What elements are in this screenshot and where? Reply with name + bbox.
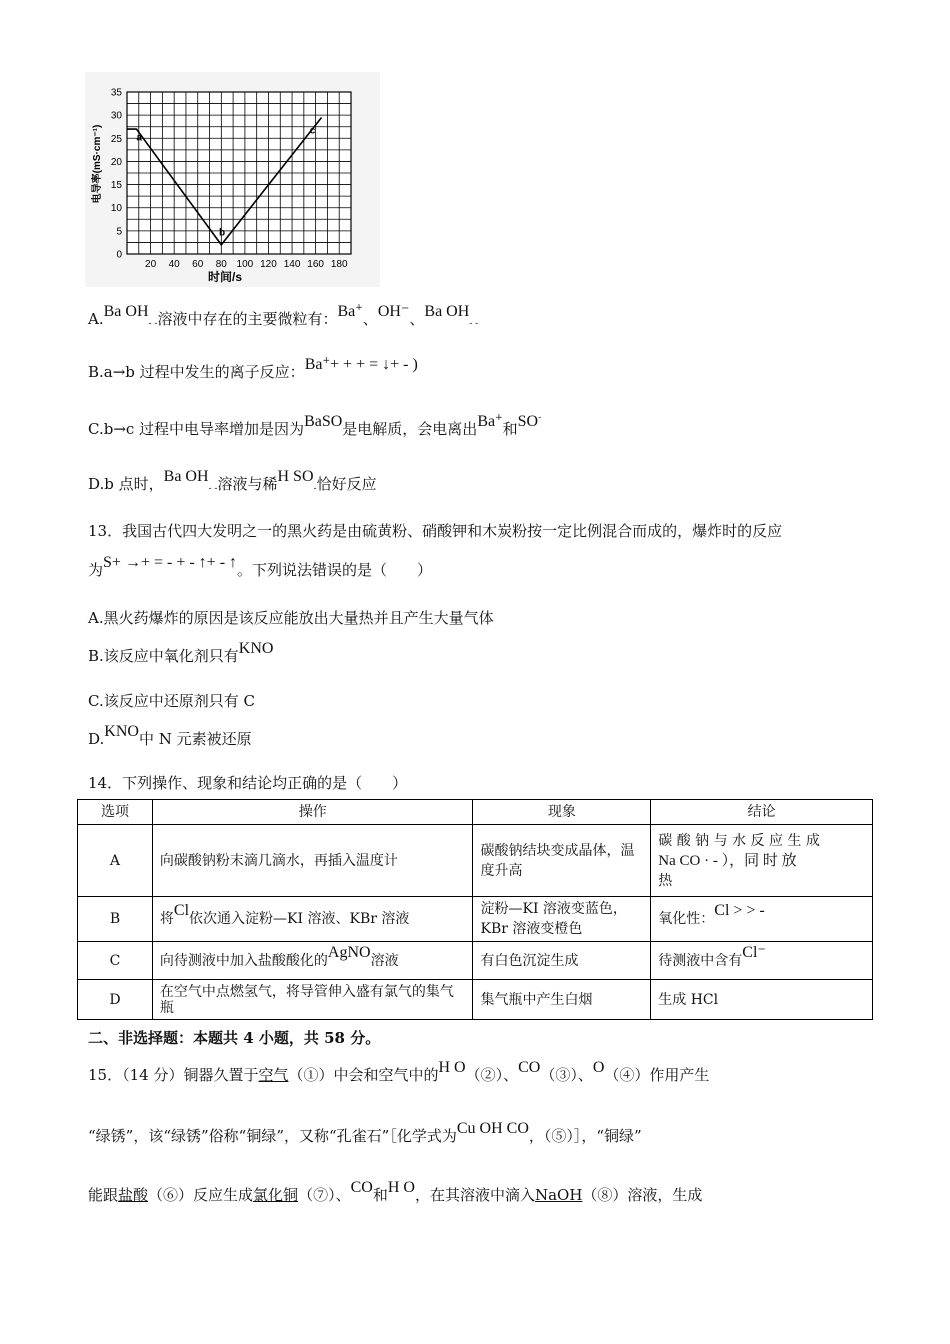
q12-option-d: D.b 点时，Ba OH- -溶液与稀H SO-恰好反应 — [88, 468, 377, 494]
y-tick-label: 15 — [110, 180, 122, 192]
x-tick-label: 140 — [283, 259, 301, 270]
x-tick-label: 100 — [236, 259, 254, 270]
point-label-c: c — [309, 125, 316, 137]
q13-equation-line: 为S+ →+ = - + - ↑+ - ↑。下列说法错误的是（ ） — [88, 554, 433, 579]
section-heading: 二、非选择题：本题共 4 小题，共 58 分。 — [88, 1029, 381, 1047]
table-row: D 在空气中点燃氢气，将导管伸入盛有氯气的集气瓶 集气瓶中产生白烟 生成 HCl — [78, 980, 873, 1020]
x-tick-label: 60 — [192, 259, 204, 270]
y-tick-label: 20 — [110, 156, 122, 168]
y-tick-label: 5 — [116, 226, 122, 238]
x-tick-label: 120 — [260, 259, 277, 270]
table-header-row: 选项 操作 现象 结论 — [78, 800, 873, 825]
q12-option-b: B.a→b 过程中发生的离子反应：Ba++ + + = ↓+ - ) — [88, 356, 418, 381]
q13-option-b: B.该反应中氧化剂只有KNO — [88, 640, 274, 665]
y-tick-label: 30 — [110, 110, 122, 122]
chart-xlabel: 时间/s — [207, 270, 243, 284]
q13-option-a: A.黑火药爆炸的原因是该反应能放出大量热并且产生大量气体 — [88, 609, 494, 627]
x-tick-label: 20 — [145, 259, 157, 270]
q13-option-d: D.KNO中 N 元素被还原 — [88, 723, 252, 748]
table-row: A 向碳酸钠粉末滴几滴水，再插入温度计 碳酸钠结块变成晶体，温度升高 碳 酸 钠 与 水 反 应 生 成 Na CO · - ），同 时 放 热 — [78, 825, 873, 897]
q15-line-3: 能跟盐酸（⑥）反应生成氯化铜（⑦）、CO和H O，在其溶液中滴入NaOH（⑧）溶液，生成 — [88, 1179, 703, 1204]
q14-stem: 14．下列操作、现象和结论均正确的是（ ） — [88, 774, 408, 792]
table-row: B 将Cl依次通入淀粉—KI 溶液、KBr 溶液 淀粉—KI 溶液变蓝色，KBr 溶液变橙色 氧化性：Cl > > - — [78, 897, 873, 942]
q13-option-c: C.该反应中还原剂只有 C — [88, 692, 255, 710]
x-tick-label: 160 — [307, 259, 324, 270]
conductivity-chart — [85, 72, 380, 287]
point-label-b: b — [218, 227, 226, 239]
x-tick-label: 180 — [330, 259, 348, 270]
q15-line-2: “绿锈”，该“绿锈”俗称“铜绿”，又称“孔雀石”［化学式为Cu OH CO，（⑤）］，“铜绿” — [88, 1120, 642, 1145]
q13-stem: 13．我国古代四大发明之一的黑火药是由硫黄粉、硝酸钾和木炭粉按一定比例混合而成的，爆炸时的反应 — [88, 522, 783, 540]
y-tick-label: 10 — [110, 203, 122, 215]
x-tick-label: 80 — [215, 259, 227, 270]
y-tick-label: 35 — [110, 87, 122, 99]
chart-ylabel: 电导率(mS·cm⁻¹) — [92, 124, 103, 204]
q12-option-c: C.b→c 过程中电导率增加是因为BaSO是电解质，会电离出Ba+和SO- — [88, 413, 542, 438]
y-tick-label: 0 — [116, 249, 122, 261]
x-tick-label: 40 — [168, 259, 180, 270]
chart-grid — [127, 92, 351, 254]
point-label-a: a — [136, 132, 142, 144]
q15-line-1: 15．（14 分）铜器久置于空气（①）中会和空气中的H O（②）、CO（③）、O（④）作用产生 — [88, 1059, 710, 1084]
q14-table — [77, 799, 873, 1020]
table-row: C 向待测液中加入盐酸酸化的AgNO溶液 有白色沉淀生成 待测液中含有Cl⁻ — [78, 942, 873, 980]
q12-option-a: A.Ba OH- -溶液中存在的主要微粒有：Ba+、OH⁻、Ba OH- - — [88, 303, 479, 329]
y-tick-label: 25 — [110, 133, 122, 145]
